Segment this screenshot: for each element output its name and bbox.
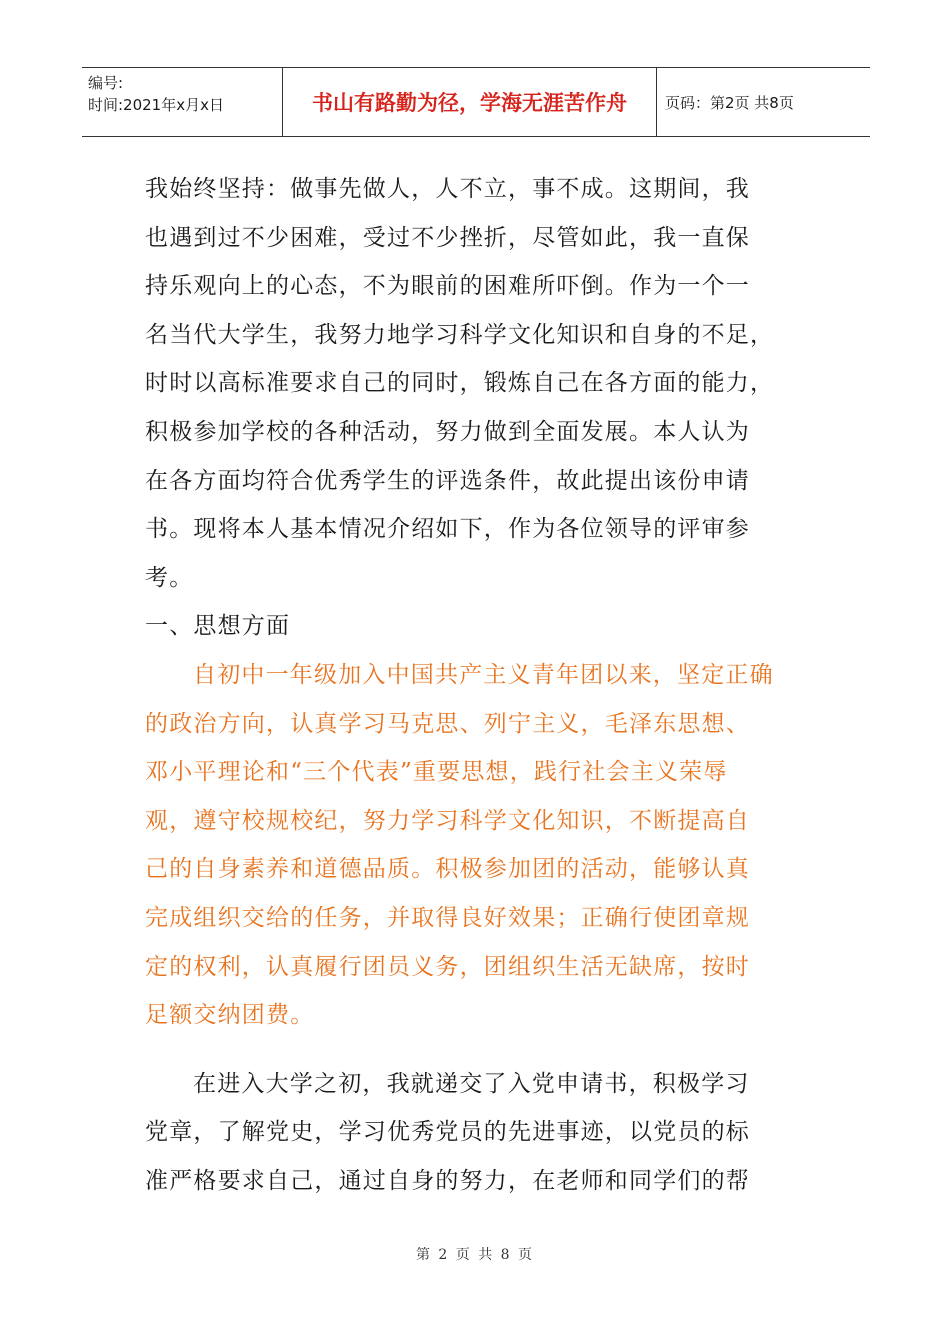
text-line: 考。 bbox=[145, 564, 194, 591]
paragraph-gap bbox=[145, 1040, 810, 1060]
text-line: 持乐观向上的心态，不为眼前的困难所吓倒。作为一个一 bbox=[145, 273, 750, 300]
page-header bbox=[82, 67, 870, 137]
code-label: 编号: bbox=[88, 74, 124, 92]
header-page-number: 页码：第2页 共8页 bbox=[665, 93, 794, 112]
text-line: 的政治方向，认真学习马克思、列宁主义，毛泽东思想、 bbox=[145, 710, 750, 737]
text-line: 也遇到过不少困难，受过不少挫折，尽管如此，我一直保 bbox=[145, 224, 750, 251]
text-line: 时时以高标准要求自己的同时，锻炼自己在各方面的能力， bbox=[145, 370, 775, 397]
section-title: 一、思想方面 bbox=[145, 613, 291, 640]
text-line: 己的自身素养和道德品质。积极参加团的活动，能够认真 bbox=[145, 856, 750, 883]
text-line: 名当代大学生，我努力地学习科学文化知识和自身的不足， bbox=[145, 321, 775, 348]
text-line: 邓小平理论和“三个代表”重要思想，践行社会主义荣辱 bbox=[145, 759, 728, 786]
text-line: 定的权利，认真履行团员义务，团组织生活无缺席，按时 bbox=[145, 953, 750, 980]
text-line: 足额交纳团费。 bbox=[145, 1002, 315, 1029]
text-line: 在各方面均符合优秀学生的评选条件，故此提出该份申请 bbox=[145, 467, 750, 494]
header-motto: 书山有路勤为径，学海无涯苦作舟 bbox=[283, 68, 657, 136]
document-body bbox=[145, 165, 810, 1205]
text-line: 党章，了解党史，学习优秀党员的先进事迹，以党员的标 bbox=[145, 1119, 750, 1146]
text-line: 准严格要求自己，通过自身的努力，在老师和同学们的帮 bbox=[145, 1167, 750, 1194]
page-footer: 第 2 页 共 8 页 bbox=[415, 1247, 535, 1263]
party-paragraph bbox=[145, 1060, 810, 1206]
text-line: 在进入大学之初，我就递交了入党申请书，积极学习 bbox=[193, 1070, 750, 1097]
thought-paragraph bbox=[145, 651, 810, 1040]
header-meta bbox=[82, 68, 283, 136]
text-line: 完成组织交给的任务，并取得良好效果；正确行使团章规 bbox=[145, 904, 750, 931]
text-line: 书。现将本人基本情况介绍如下，作为各位领导的评审参 bbox=[145, 516, 750, 543]
text-line: 我始终坚持：做事先做人，人不立，事不成。这期间，我 bbox=[145, 176, 750, 202]
text-line: 观，遵守校规校纪，努力学习科学文化知识，不断提高自 bbox=[145, 807, 750, 834]
text-line: 自初中一年级加入中国共产主义青年团以来，坚定正确 bbox=[193, 661, 774, 688]
intro-paragraph bbox=[145, 165, 810, 602]
text-line: 积极参加学校的各种活动，努力做到全面发展。本人认为 bbox=[145, 418, 750, 445]
time-label: 时间:2021年x月x日 bbox=[88, 96, 224, 114]
